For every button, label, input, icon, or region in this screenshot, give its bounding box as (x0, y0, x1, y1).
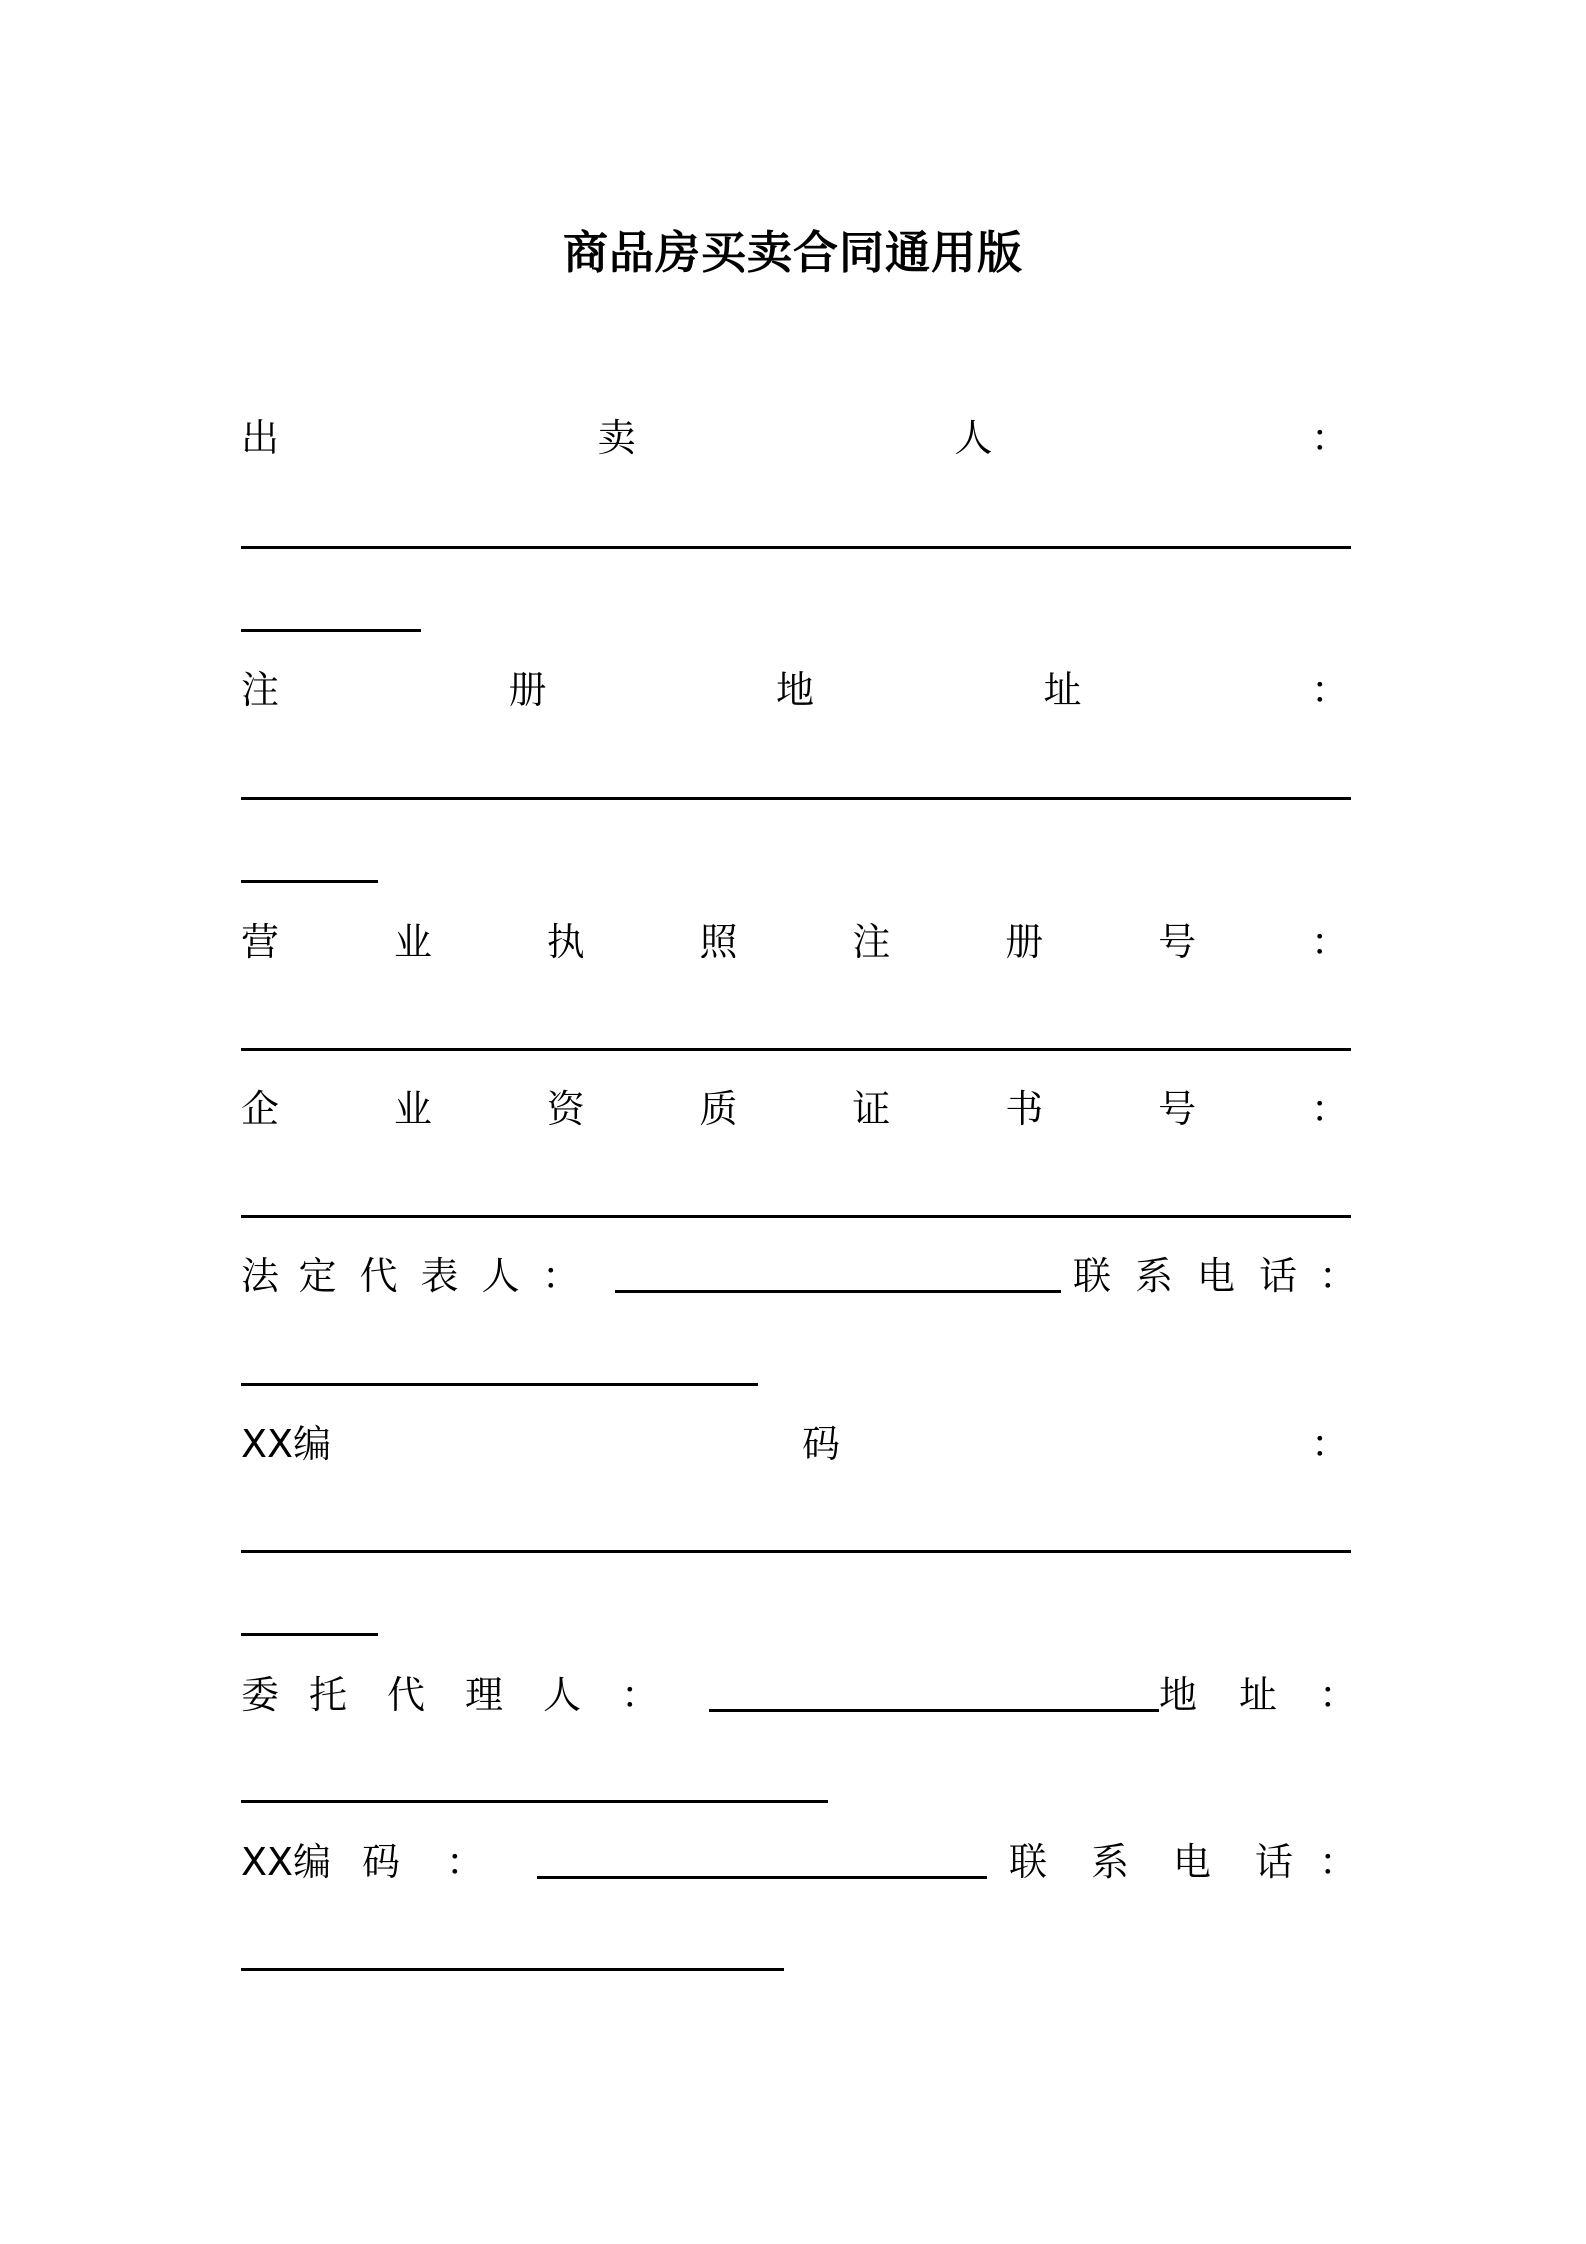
agent-blank-line[interactable] (709, 1709, 1159, 1712)
label-char: 代 (359, 1254, 398, 1298)
label-char: 址 (1239, 1673, 1278, 1717)
label-char: ： (620, 1673, 659, 1717)
label-char: 码 (361, 1840, 400, 1884)
label-char: 册 (1005, 920, 1044, 964)
seller-blank-line-2[interactable] (241, 629, 421, 632)
license-no-label (241, 914, 1349, 970)
label-char: 出 (241, 416, 280, 460)
reg-address-label (241, 662, 1349, 718)
agent-phone-blank-line[interactable] (241, 1968, 784, 1971)
label-char: 系 (1090, 1840, 1129, 1884)
label-char: 法 (241, 1254, 280, 1298)
legal-rep-phone-blank-line[interactable] (241, 1383, 758, 1386)
label-char: ： (1319, 1840, 1358, 1884)
label-char: 码 (802, 1422, 841, 1466)
seller-label (241, 410, 1349, 466)
label-char: ： (1310, 1087, 1349, 1131)
reg-address-blank-line-2[interactable] (241, 880, 378, 883)
agent-row (241, 1667, 1358, 1723)
label-char: ： (1319, 1254, 1358, 1298)
label-char: 话 (1254, 1840, 1293, 1884)
label-char: 委 (241, 1673, 280, 1717)
label-char: 话 (1258, 1254, 1297, 1298)
label-char: 注 (241, 668, 280, 712)
label-char: 照 (699, 920, 738, 964)
label-char: 理 (464, 1673, 503, 1717)
label-char: ： (541, 1254, 580, 1298)
label-char: XX编 (241, 1422, 332, 1466)
license-no-blank-line[interactable] (241, 1048, 1351, 1051)
label-char: 表 (420, 1254, 459, 1298)
qualification-no-label (241, 1081, 1349, 1137)
label-char: 定 (298, 1254, 337, 1298)
label-char: ： (1310, 668, 1349, 712)
label-char: 人 (481, 1254, 520, 1298)
label-char: 联 (1072, 1254, 1111, 1298)
label-char: 企 (241, 1087, 280, 1131)
legal-rep-blank-line[interactable] (615, 1290, 1061, 1293)
label-char: 系 (1134, 1254, 1173, 1298)
agent-postcode-row (241, 1834, 1358, 1890)
reg-address-blank-line-1[interactable] (241, 797, 1351, 800)
label-char: ： (445, 1840, 484, 1884)
label-char: 质 (699, 1087, 738, 1131)
label-char: 卖 (597, 416, 636, 460)
label-char: ： (1310, 416, 1349, 460)
postcode-blank-line-2[interactable] (241, 1633, 378, 1636)
label-char: 注 (852, 920, 891, 964)
label-char: 地 (1159, 1673, 1198, 1717)
label-char: 人 (542, 1673, 581, 1717)
label-char: 业 (393, 920, 432, 964)
document-title: 商品房买卖合同通用版 (562, 226, 1023, 279)
postcode-blank-line-1[interactable] (241, 1550, 1351, 1553)
label-char: ： (1310, 920, 1349, 964)
label-char: 资 (546, 1087, 585, 1131)
label-char: XX编 (241, 1840, 332, 1884)
postcode-label (241, 1416, 1349, 1472)
label-char: ： (1319, 1673, 1358, 1717)
label-char: 营 (241, 920, 280, 964)
label-char: 人 (954, 416, 993, 460)
label-char: 号 (1158, 1087, 1197, 1131)
label-char: 册 (508, 668, 547, 712)
label-char: 地 (775, 668, 814, 712)
seller-blank-line-1[interactable] (241, 546, 1351, 549)
label-char: 电 (1196, 1254, 1235, 1298)
label-char: ： (1310, 1422, 1349, 1466)
label-char: 联 (1008, 1840, 1047, 1884)
label-char: 代 (386, 1673, 425, 1717)
label-char: 托 (308, 1673, 347, 1717)
legal-rep-row (241, 1248, 1358, 1304)
label-char: 址 (1043, 668, 1082, 712)
label-char: 证 (852, 1087, 891, 1131)
label-char: 电 (1172, 1840, 1211, 1884)
agent-address-blank-line[interactable] (241, 1800, 828, 1803)
qualification-no-blank-line[interactable] (241, 1215, 1351, 1218)
label-char: 执 (546, 920, 585, 964)
label-char: 书 (1005, 1087, 1044, 1131)
label-char: 业 (393, 1087, 432, 1131)
agent-postcode-blank-line[interactable] (537, 1876, 987, 1879)
label-char: 号 (1158, 920, 1197, 964)
